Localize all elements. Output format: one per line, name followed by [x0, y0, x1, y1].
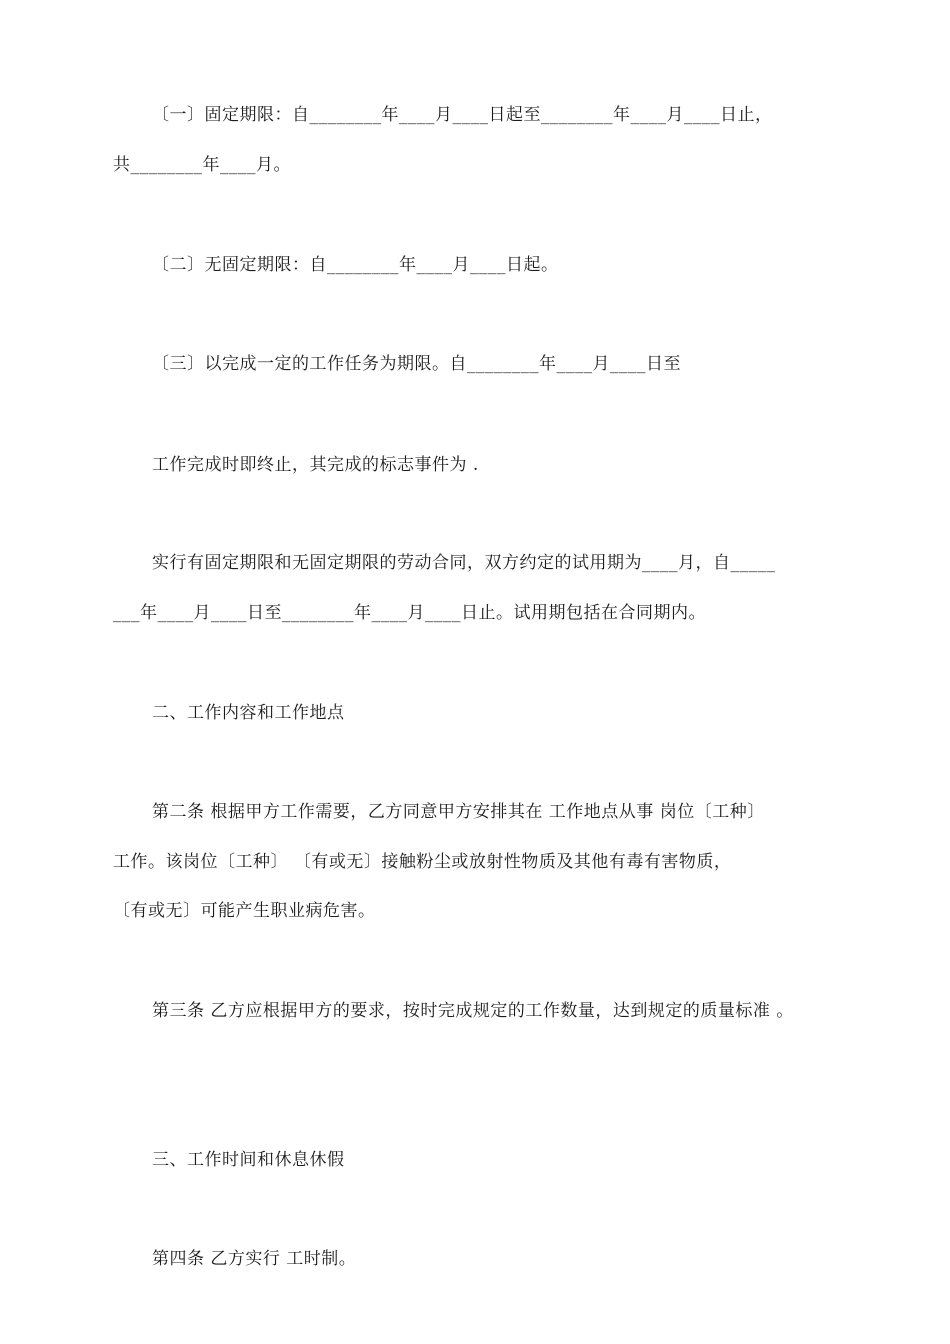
term-fixed-line-2: 共________年____月。: [113, 155, 291, 175]
term-task-based: 〔三〕以完成一定的工作任务为期限。自________年____月____日至: [152, 354, 681, 374]
task-completion-clause: 工作完成时即终止，其完成的标志事件为 .: [152, 455, 479, 475]
probation-line-2: ___年____月____日至________年____月____日止。试用期包括在合同期内。: [113, 603, 706, 623]
probation-line-1: 实行有固定期限和无固定期限的劳动合同，双方约定的试用期为____月，自_____: [152, 553, 776, 573]
term-fixed-line-1: 〔一〕固定期限：自________年____月____日起至________年____月____日止，: [152, 105, 773, 125]
term-open-ended: 〔二〕无固定期限：自________年____月____日起。: [152, 255, 559, 275]
article-3: 第三条 乙方应根据甲方的要求，按时完成规定的工作数量，达到规定的质量标准 。: [152, 1001, 794, 1021]
article-4: 第四条 乙方实行 工时制。: [152, 1249, 357, 1269]
article-2-line-2: 工作。该岗位〔工种〕 〔有或无〕接触粉尘或放射性物质及其他有毒有害物质，: [113, 852, 732, 872]
article-2-line-1: 第二条 根据甲方工作需要，乙方同意甲方安排其在 工作地点从事 岗位〔工种〕: [152, 802, 765, 822]
section-3-heading: 三、工作时间和休息休假: [152, 1150, 345, 1170]
article-2-line-3: 〔有或无〕可能产生职业病危害。: [113, 901, 376, 921]
section-2-heading: 二、工作内容和工作地点: [152, 703, 345, 723]
